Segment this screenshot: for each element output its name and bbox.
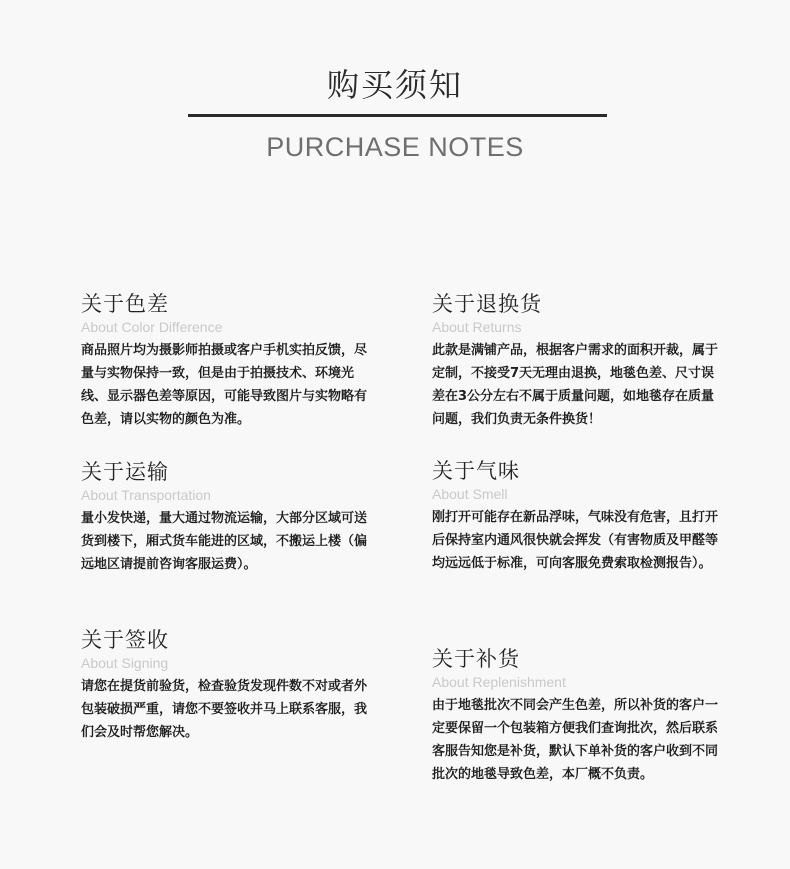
section-title: 关于补货 xyxy=(432,647,520,671)
section-subtitle: About Transportation xyxy=(81,487,211,503)
section-title: 关于运输 xyxy=(81,460,169,484)
section-title: 关于退换货 xyxy=(432,292,542,316)
section-subtitle: About Color Difference xyxy=(81,319,223,335)
section-body: 刚打开可能存在新品浮味，气味没有危害，且打开后保持室内通风很快就会挥发（有害物质及甲醛等均远远低于标准，可向客服免费索取检测报告）。 xyxy=(432,510,719,571)
section-subtitle: About Replenishment xyxy=(432,674,566,690)
title-divider xyxy=(188,114,607,117)
section-body: 量小发快递，量大通过物流运输，大部分区域可送货到楼下，厢式货车能进的区域，不搬运上楼（偏远地区请提前咨询客服运费）。 xyxy=(81,511,368,572)
section-title: 关于签收 xyxy=(81,628,169,652)
section-title: 关于气味 xyxy=(432,459,520,483)
section-title: 关于色差 xyxy=(81,292,169,316)
page-title-cn: 购买须知 xyxy=(326,66,463,104)
section-body: 请您在提货前验货，检查验货发现件数不对或者外包装破损严重，请您不要签收并马上联系客服，我们会及时帮您解决。 xyxy=(81,679,368,740)
section-signing xyxy=(81,627,371,744)
section-color-difference xyxy=(81,291,371,431)
section-subtitle: About Smell xyxy=(432,486,508,502)
section-body: 由于地毯批次不同会产生色差，所以补货的客户一定要保留一个包装箱方便我们查询批次，然后联系客服告知您是补货，默认下单补货的客户收到不同批次的地毯导致色差，本厂概不负责。 xyxy=(432,698,719,782)
section-returns xyxy=(432,291,722,431)
section-subtitle: About Returns xyxy=(432,319,522,335)
page-title-en: PURCHASE NOTES xyxy=(266,132,524,162)
section-transportation xyxy=(81,459,371,576)
section-body: 商品照片均为摄影师拍摄或客户手机实拍反馈，尽量与实物保持一致，但是由于拍摄技术、环境光线、显示器色差等原因，可能导致图片与实物略有色差，请以实物的颜色为准。 xyxy=(81,343,368,427)
section-body: 此款是满铺产品，根据客户需求的面积开裁，属于定制，不接受7天无理由退换，地毯色差、尺寸误差在3公分左右不属于质量问题，如地毯存在质量问题，我们负责无条件换货！ xyxy=(432,343,719,427)
section-smell xyxy=(432,458,722,575)
section-subtitle: About Signing xyxy=(81,655,169,671)
section-replenishment xyxy=(432,646,722,786)
